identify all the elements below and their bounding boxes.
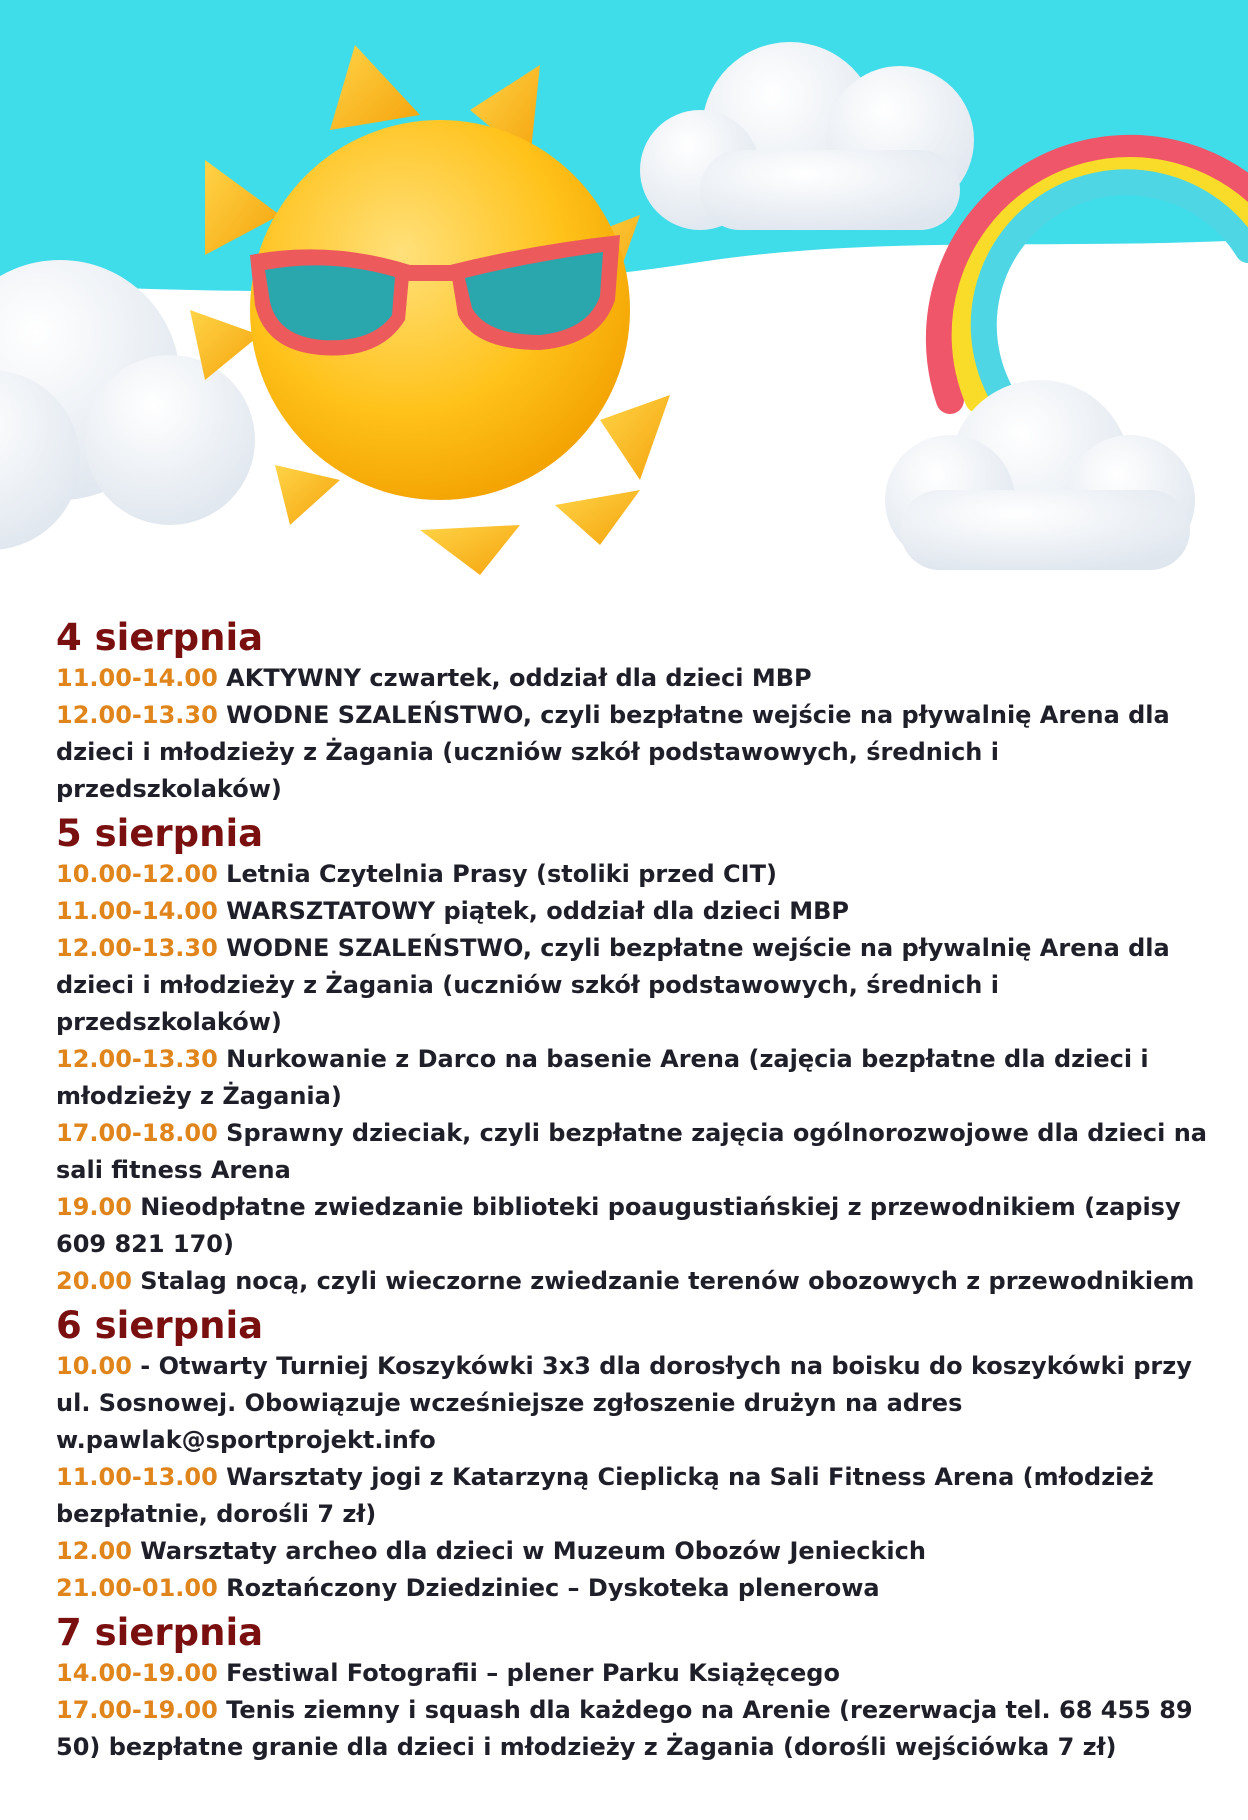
entry-text: Warsztaty archeo dla dzieci w Muzeum Obozów Jenieckich: [131, 1537, 926, 1565]
entry-time: 12.00: [56, 1537, 132, 1565]
schedule-entry: [56, 1533, 1226, 1570]
schedule-entry: [56, 660, 1226, 697]
entry-time: 12.00-13.30: [56, 1045, 218, 1073]
day-heading: 6 sierpnia: [56, 1304, 264, 1347]
schedule-entry: [56, 856, 1226, 893]
cloud-icon-left: [0, 260, 255, 550]
entry-time: 20.00: [56, 1267, 132, 1295]
entry-text: Tenis ziemny i squash dla każdego na Arenie (rezerwacja tel. 68 455 89 50) bezpłatne granie dla dzieci i młodzieży z Żagania (dorośli wejściówka 7 zł): [56, 1696, 1193, 1761]
day-heading: 7 sierpnia: [56, 1611, 264, 1654]
schedule-entry: [56, 1263, 1226, 1300]
entry-text: Sprawny dzieciak, czyli bezpłatne zajęcia ogólnorozwojowe dla dzieci na sali fitness Arena: [56, 1119, 1207, 1184]
day-block-6: [56, 1304, 1226, 1607]
day-heading: 4 sierpnia: [56, 616, 264, 659]
schedule-entry: [56, 1570, 1226, 1607]
entry-time: 10.00-12.00: [56, 860, 218, 888]
entry-text: Roztańczony Dziedziniec – Dyskoteka plenerowa: [217, 1574, 880, 1602]
schedule-entry: [56, 1189, 1226, 1263]
entry-text: Stalag nocą, czyli wieczorne zwiedzanie terenów obozowych z przewodnikiem: [131, 1267, 1195, 1295]
entry-time: 17.00-19.00: [56, 1696, 218, 1724]
schedule-entry: [56, 1041, 1226, 1115]
entry-time: 11.00-13.00: [56, 1463, 218, 1491]
day-heading: 5 sierpnia: [56, 812, 264, 855]
entry-time: 17.00-18.00: [56, 1119, 218, 1147]
entry-text: - Otwarty Turniej Koszykówki 3x3 dla dorosłych na boisku do koszykówki przy ul. Sosnowej. Obowiązuje wcześniejsze zgłoszenie drużyn na adres w.pawlak@sportprojekt.info: [56, 1352, 1192, 1454]
entry-text: AKTYWNY czwartek, oddział dla dzieci MBP: [217, 664, 812, 692]
entry-text: Warsztaty jogi z Katarzyną Cieplicką na Sali Fitness Arena (młodzież bezpłatnie, dorośli 7 zł): [56, 1463, 1154, 1528]
schedule-entry: [56, 1348, 1226, 1459]
entry-text: Nurkowanie z Darco na basenie Arena (zajęcia bezpłatne dla dzieci i młodzieży z Żagania): [56, 1045, 1149, 1110]
entry-time: 19.00: [56, 1193, 132, 1221]
entry-time: 11.00-14.00: [56, 664, 218, 692]
entry-time: 12.00-13.30: [56, 701, 218, 729]
entry-time: 12.00-13.30: [56, 934, 218, 962]
schedule-entry: [56, 1459, 1226, 1533]
entry-time: 14.00-19.00: [56, 1659, 218, 1687]
entry-text: WODNE SZALEŃSTWO, czyli bezpłatne wejście na pływalnię Arena dla dzieci i młodzieży z Żagania (uczniów szkół podstawowych, średnich i przedszkolaków): [56, 701, 1170, 803]
entry-text: Festiwal Fotografii – plener Parku Książęcego: [217, 1659, 840, 1687]
event-schedule: [56, 616, 1226, 1770]
cloud-icon-right: [885, 380, 1195, 570]
entry-time: 11.00-14.00: [56, 897, 218, 925]
day-block-7: [56, 1611, 1226, 1766]
entry-text: Letnia Czytelnia Prasy (stoliki przed CIT): [217, 860, 777, 888]
schedule-entry: [56, 930, 1226, 1041]
schedule-entry: [56, 1655, 1226, 1692]
schedule-entry: [56, 1115, 1226, 1189]
entry-text: Nieodpłatne zwiedzanie biblioteki poaugustiańskiej z przewodnikiem (zapisy 609 821 170): [56, 1193, 1181, 1258]
schedule-entry: [56, 893, 1226, 930]
entry-time: 21.00-01.00: [56, 1574, 218, 1602]
entry-time: 10.00: [56, 1352, 132, 1380]
day-block-5: [56, 812, 1226, 1300]
day-block-4: [56, 616, 1226, 808]
entry-text: WARSZTATOWY piątek, oddział dla dzieci MBP: [217, 897, 849, 925]
hero-illustration: [0, 0, 1248, 610]
schedule-entry: [56, 697, 1226, 808]
entry-text: WODNE SZALEŃSTWO, czyli bezpłatne wejście na pływalnię Arena dla dzieci i młodzieży z Żagania (uczniów szkół podstawowych, średnich i przedszkolaków): [56, 934, 1170, 1036]
schedule-entry: [56, 1692, 1226, 1766]
